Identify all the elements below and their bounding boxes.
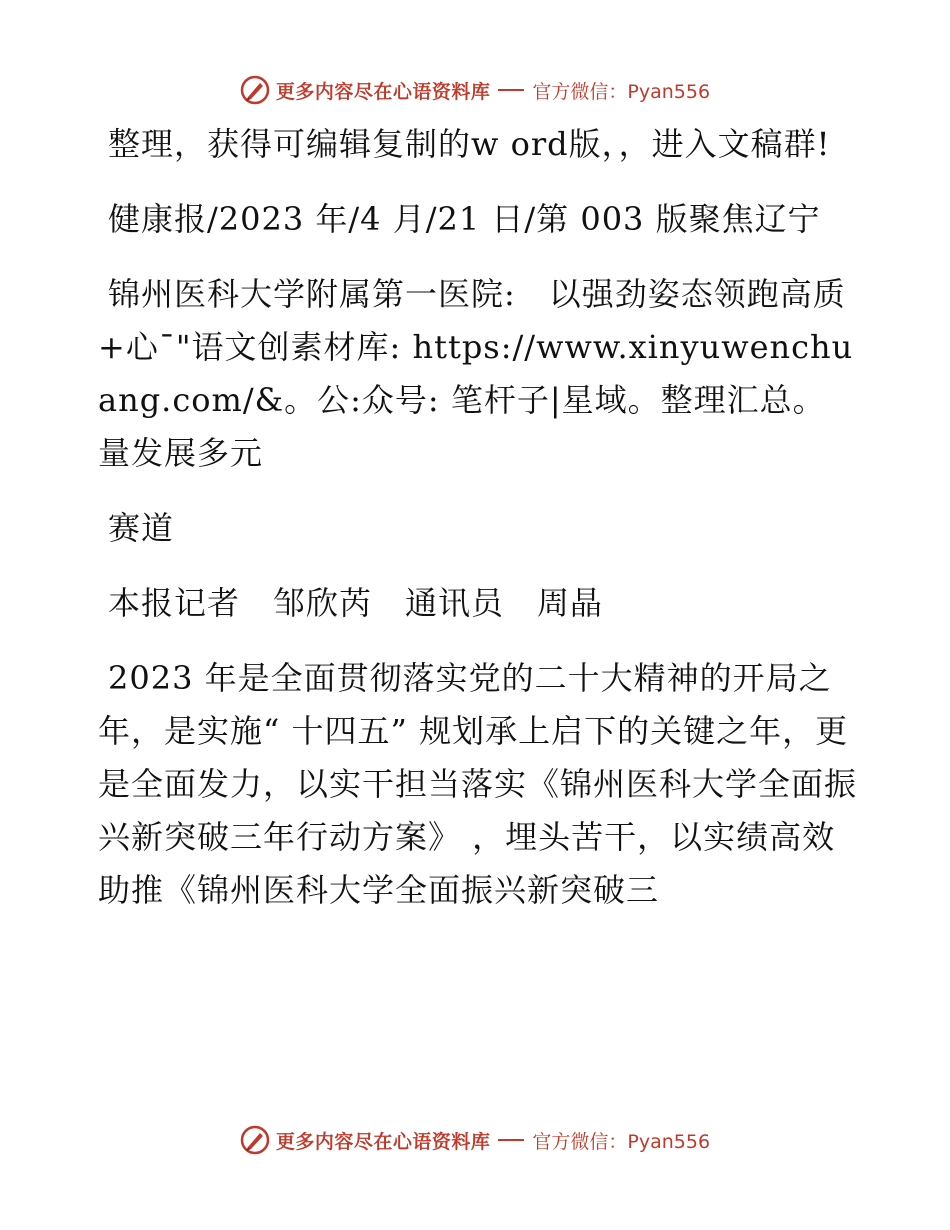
header-banner bbox=[0, 70, 950, 110]
banner-text: 更多内容尽在心语资料库 bbox=[275, 80, 491, 103]
byline: 本报记者 邹欣芮 通讯员 周晶 bbox=[108, 584, 604, 622]
quill-pen-logo-icon bbox=[240, 75, 270, 105]
document-body bbox=[98, 118, 858, 917]
paragraph: 健康报/2023 年/4 月/21 日/第 003 版聚焦辽宁 bbox=[108, 200, 821, 238]
banner-contact: 官方微信：Pyan556 bbox=[532, 1130, 711, 1153]
banner-text: 更多内容尽在心语资料库 bbox=[275, 1130, 491, 1153]
banner-dash bbox=[498, 89, 524, 91]
paragraph: 2023 年是全面贯彻落实党的二十大精神的开局之年，是实施“ 十四五” 规划承上启下的关键之年，更是全面发力，以实干担当落实《锦州医科大学全面振兴新突破三年行动方案》 ，埋头苦干，以实绩高效助推《锦州医科大学全面振兴新突破三 bbox=[98, 659, 858, 909]
quill-pen-logo-icon bbox=[240, 1125, 270, 1155]
paragraph: 整理，获得可编辑复制的w ord版，，进入文稿群! bbox=[108, 125, 831, 163]
banner-dash bbox=[498, 1139, 524, 1141]
paragraph: 锦州医科大学附属第一医院: 以强劲姿态领跑高质+心¯"语文创素材库: https://www.xinyuwenchuang.com/&。公:众号: 笔杆子|星域。整理汇总。量发展多元 bbox=[98, 275, 854, 472]
paragraph: 赛道 bbox=[108, 509, 175, 547]
banner-contact: 官方微信：Pyan556 bbox=[532, 80, 711, 103]
footer-banner bbox=[0, 1120, 950, 1160]
